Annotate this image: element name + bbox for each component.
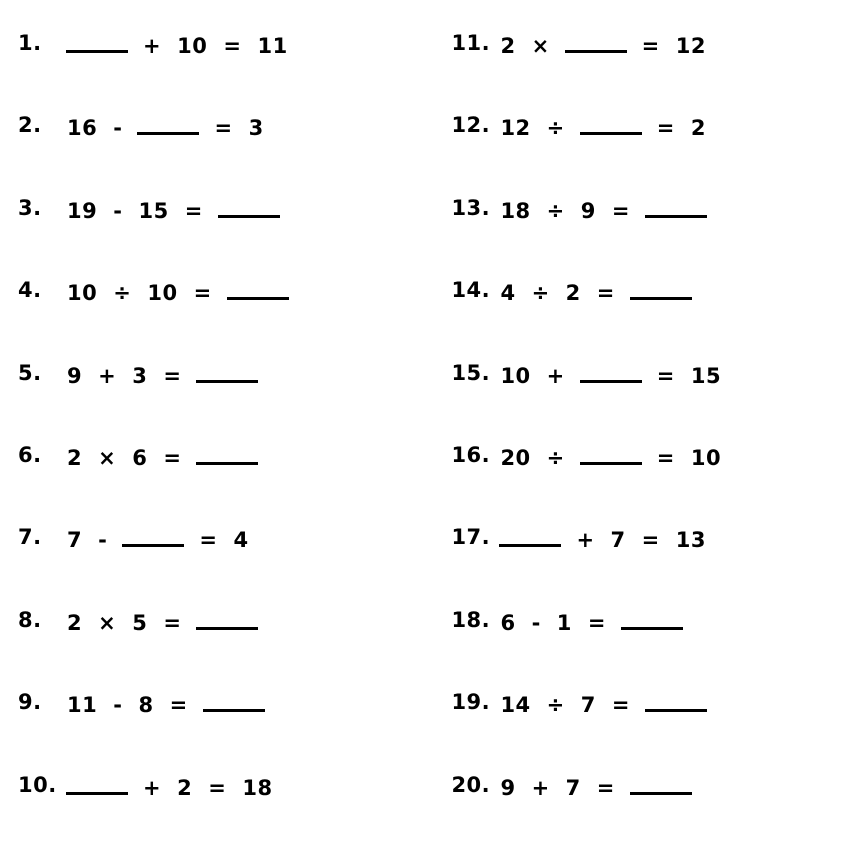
operator-symbol: + — [143, 34, 162, 58]
problem-4 — [18, 277, 445, 359]
number-term: 4 — [500, 281, 516, 306]
operator-symbol: = — [641, 34, 660, 58]
number-term: 8 — [138, 693, 154, 718]
problem-12 — [451, 112, 840, 194]
problem-expression — [493, 607, 689, 635]
answer-blank[interactable] — [66, 30, 128, 53]
problem-number: 9. — [18, 690, 42, 715]
problem-number: 17. — [451, 525, 491, 550]
problem-number: 3. — [18, 195, 42, 220]
operator-symbol: = — [611, 198, 631, 223]
problem-19 — [451, 689, 840, 771]
problem-8 — [18, 607, 445, 689]
problem-expression — [493, 524, 713, 552]
operator-symbol: = — [184, 198, 203, 223]
operator-symbol: × — [531, 34, 550, 58]
answer-blank[interactable] — [580, 442, 642, 465]
problem-expression — [493, 442, 728, 470]
problem-number: 15. — [451, 360, 491, 385]
problem-expression — [60, 442, 264, 470]
number-term: 11 — [257, 34, 288, 58]
problem-17 — [451, 524, 840, 606]
problem-expression — [493, 772, 697, 800]
problem-9 — [18, 689, 445, 771]
problem-number: 18. — [451, 607, 491, 632]
answer-blank[interactable] — [137, 112, 199, 135]
operator-symbol: ÷ — [113, 281, 132, 306]
number-term: 7 — [67, 528, 83, 553]
operator-symbol: = — [656, 363, 675, 388]
operator-symbol: = — [193, 281, 212, 306]
problem-expression — [493, 277, 697, 305]
operator-symbol: ÷ — [546, 198, 565, 223]
problem-expression — [60, 195, 286, 223]
operator-symbol: - — [531, 610, 541, 635]
operator-symbol: + — [143, 775, 162, 800]
problem-columns — [18, 30, 840, 854]
answer-blank[interactable] — [580, 360, 642, 383]
operator-symbol: = — [587, 610, 607, 635]
number-term: 18 — [242, 775, 273, 800]
answer-blank[interactable] — [218, 195, 280, 218]
problem-11 — [451, 30, 840, 112]
answer-blank[interactable] — [645, 195, 707, 218]
operator-symbol: - — [113, 198, 123, 223]
operator-symbol: + — [531, 775, 550, 800]
number-term: 14 — [500, 693, 531, 718]
problem-number: 19. — [451, 690, 491, 715]
number-term: 20 — [500, 446, 531, 471]
answer-blank[interactable] — [122, 524, 184, 547]
number-term: 4 — [233, 528, 249, 553]
operator-symbol: ÷ — [546, 693, 565, 718]
operator-symbol: = — [208, 775, 227, 800]
number-term: 7 — [610, 528, 626, 553]
number-term: 2 — [67, 610, 83, 635]
problem-number: 5. — [18, 360, 42, 385]
problem-15 — [451, 360, 840, 442]
number-term: 1 — [556, 610, 572, 635]
operator-symbol: + — [546, 363, 565, 388]
operator-symbol: ÷ — [546, 116, 565, 141]
answer-blank[interactable] — [630, 772, 692, 795]
number-term: 12 — [500, 116, 531, 141]
problem-expression — [493, 112, 713, 140]
operator-symbol: = — [169, 693, 188, 718]
problem-6 — [18, 442, 445, 524]
problem-expression — [493, 30, 713, 58]
number-term: 9 — [580, 198, 596, 223]
problem-number: 2. — [18, 113, 42, 138]
number-term: 2 — [177, 775, 193, 800]
problem-number: 20. — [451, 772, 491, 797]
problem-expression — [60, 360, 264, 388]
problem-expression — [60, 277, 295, 305]
answer-blank[interactable] — [580, 112, 642, 135]
problem-number: 4. — [18, 278, 42, 303]
problem-number: 1. — [18, 31, 42, 55]
answer-blank[interactable] — [227, 277, 289, 300]
problem-expression — [493, 689, 713, 717]
number-term: 2 — [67, 446, 83, 471]
operator-symbol: + — [98, 363, 117, 388]
problem-expression — [60, 772, 280, 800]
number-term: 11 — [67, 693, 98, 718]
number-term: 16 — [67, 116, 98, 141]
number-term: 10 — [500, 363, 531, 388]
problem-10 — [18, 772, 445, 854]
problem-expression — [60, 689, 271, 717]
problem-number: 13. — [451, 195, 491, 220]
number-term: 2 — [500, 34, 516, 58]
operator-symbol: + — [576, 528, 595, 553]
problem-14 — [451, 277, 840, 359]
problem-7 — [18, 524, 445, 606]
number-term: 15 — [138, 198, 169, 223]
number-term: 7 — [580, 693, 596, 718]
number-term: 9 — [67, 363, 83, 388]
problem-16 — [451, 442, 840, 524]
answer-blank[interactable] — [196, 360, 258, 383]
problem-number: 11. — [451, 31, 491, 55]
operator-symbol: = — [199, 528, 218, 553]
number-term: 10 — [147, 281, 178, 306]
problem-number: 10. — [18, 772, 57, 797]
operator-symbol: - — [113, 116, 123, 141]
answer-blank[interactable] — [196, 607, 258, 630]
number-term: 10 — [690, 446, 722, 471]
number-term: 18 — [500, 198, 531, 223]
number-term: 3 — [132, 363, 148, 388]
operator-symbol: = — [163, 363, 182, 388]
number-term: 9 — [500, 775, 516, 800]
operator-symbol: = — [214, 116, 233, 141]
operator-symbol: = — [641, 528, 660, 553]
problem-expression — [60, 30, 295, 58]
operator-symbol: = — [656, 446, 675, 471]
number-term: 10 — [67, 281, 98, 306]
right-column — [445, 30, 840, 854]
number-term: 15 — [690, 363, 722, 388]
number-term: 7 — [565, 775, 581, 800]
left-column — [18, 30, 445, 854]
answer-blank[interactable] — [645, 689, 707, 712]
number-term: 6 — [132, 446, 148, 471]
problem-number: 7. — [18, 525, 42, 550]
problem-expression — [60, 607, 264, 635]
operator-symbol: × — [98, 446, 117, 471]
answer-blank[interactable] — [203, 689, 265, 712]
problem-number: 14. — [451, 278, 491, 303]
operator-symbol: - — [113, 693, 123, 718]
operator-symbol: = — [596, 281, 615, 306]
answer-blank[interactable] — [621, 607, 683, 630]
problem-20 — [451, 772, 840, 854]
problem-3 — [18, 195, 445, 277]
number-term: 12 — [675, 34, 707, 58]
operator-symbol: = — [223, 34, 242, 58]
number-term: 3 — [248, 116, 264, 141]
answer-blank[interactable] — [630, 277, 692, 300]
number-term: 2 — [565, 281, 581, 306]
operator-symbol: = — [611, 693, 631, 718]
number-term: 13 — [675, 528, 707, 553]
operator-symbol: = — [163, 446, 182, 471]
operator-symbol: = — [596, 775, 615, 800]
answer-blank[interactable] — [66, 772, 128, 795]
problem-expression — [493, 195, 713, 223]
problem-expression — [60, 112, 271, 140]
operator-symbol: ÷ — [531, 281, 550, 306]
operator-symbol: × — [98, 610, 117, 635]
operator-symbol: = — [656, 116, 675, 141]
problem-number: 12. — [451, 113, 491, 138]
number-term: 6 — [500, 610, 516, 635]
problem-number: 6. — [18, 443, 42, 468]
operator-symbol: ÷ — [546, 446, 565, 471]
answer-blank[interactable] — [196, 442, 258, 465]
answer-blank[interactable] — [499, 524, 561, 547]
problem-18 — [451, 607, 840, 689]
operator-symbol: = — [163, 610, 182, 635]
operator-symbol: - — [98, 528, 108, 553]
problem-number: 16. — [451, 443, 491, 468]
problem-expression — [493, 360, 728, 388]
number-term: 10 — [177, 34, 208, 58]
answer-blank[interactable] — [565, 30, 627, 53]
problem-2 — [18, 112, 445, 194]
problem-expression — [60, 524, 256, 552]
problem-1 — [18, 30, 445, 112]
number-term: 19 — [67, 198, 98, 223]
problem-13 — [451, 195, 840, 277]
problem-5 — [18, 360, 445, 442]
number-term: 5 — [132, 610, 148, 635]
problem-number: 8. — [18, 607, 42, 632]
number-term: 2 — [690, 116, 707, 141]
